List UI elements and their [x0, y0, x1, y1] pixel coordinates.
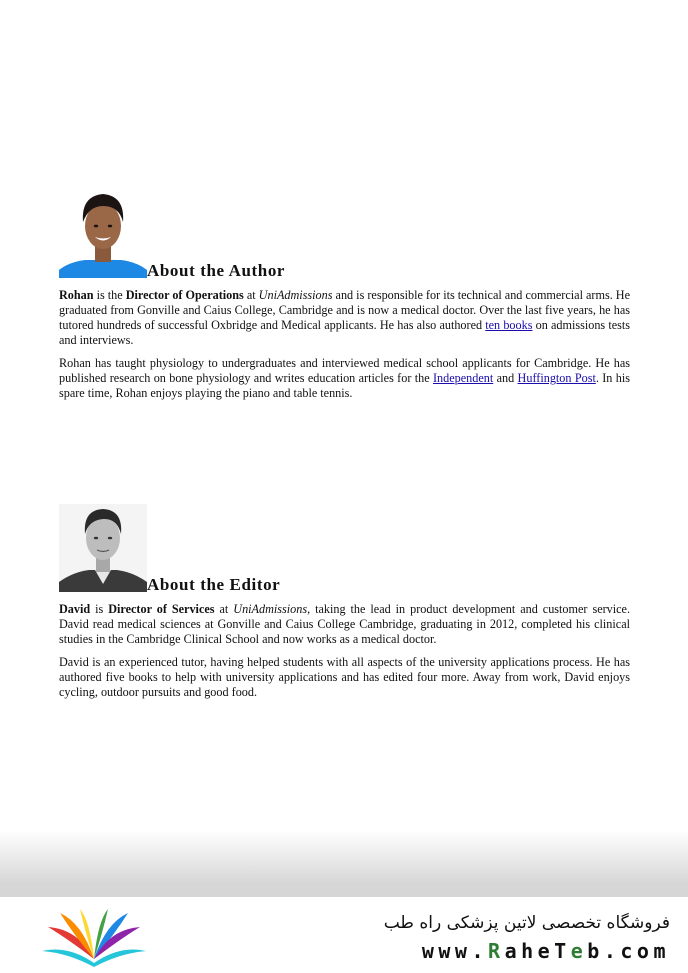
url-accent-letter: R [488, 939, 505, 963]
text-run: is [90, 602, 109, 616]
author-paragraph-1 [59, 288, 630, 348]
author-photo [59, 190, 147, 278]
text-run: at [243, 288, 259, 302]
text-run: at [214, 602, 234, 616]
book-logo-icon [38, 909, 150, 967]
org-name: UniAdmissions [258, 288, 333, 302]
text-run: is the [93, 288, 126, 302]
url-part: b.com [587, 939, 670, 963]
persian-brand-text: فروشگاه تخصصی لاتین پزشکی راه طب [383, 913, 670, 933]
text-run: and [493, 371, 518, 385]
author-section [59, 190, 630, 401]
editor-heading: About the Editor [147, 575, 281, 594]
url-part: www. [421, 939, 489, 963]
footer-banner [0, 897, 688, 973]
text-run: . In his spare time, Rohan enjoys playing the piano and table tennis. [59, 371, 630, 400]
ten-books-link[interactable]: ten books [485, 318, 533, 332]
editor-paragraph-2: David is an experienced tutor, having helped students with all aspects of the university applications process. He has authored five books to help with university applications and has edited four more. Away from work, David enjoys cycling, outdoor pursuits and good food. [59, 655, 630, 699]
author-role: Director of Operations [125, 288, 244, 302]
editor-photo [59, 504, 147, 592]
text-run: , taking the lead in product development and customer service. David read medical sciences at Gonville and Caius College Cambridge, graduating in 2012, completed his clinical studies in the Cambridge Clinical School and now works as a medical doctor. [59, 602, 631, 646]
author-paragraph-2 [59, 356, 630, 401]
text-run: Rohan has taught physiology to undergraduates and interviewed medical school applicants for Cambridge. He has published research on bone physiology and writes education articles for the [59, 356, 630, 385]
org-name: UniAdmissions [233, 602, 308, 616]
editor-paragraph-1 [59, 602, 630, 647]
author-name: Rohan [59, 288, 94, 302]
url-accent-letter: e [570, 939, 588, 963]
editor-section [59, 504, 630, 700]
editor-role: Director of Services [108, 602, 215, 616]
author-heading: About the Author [147, 261, 286, 280]
huffington-post-link[interactable]: Huffington Post [517, 371, 596, 385]
text-run: on admissions tests and interviews. [59, 318, 630, 347]
author-header [59, 190, 630, 278]
text-run: and is responsible for its technical and commercial arms. He graduated from Gonville and Caius College, Cambridge and is now a medical doctor. Over the last five years, he has tutored hundreds of successful Oxbridge and Medical applicants. He has also authored [59, 288, 631, 332]
independent-link[interactable]: Independent [432, 371, 494, 385]
editor-header [59, 504, 630, 592]
website-url[interactable] [422, 939, 670, 963]
url-part: aheT [504, 939, 571, 963]
editor-name: David [59, 602, 91, 616]
footer-shadow [0, 830, 688, 897]
